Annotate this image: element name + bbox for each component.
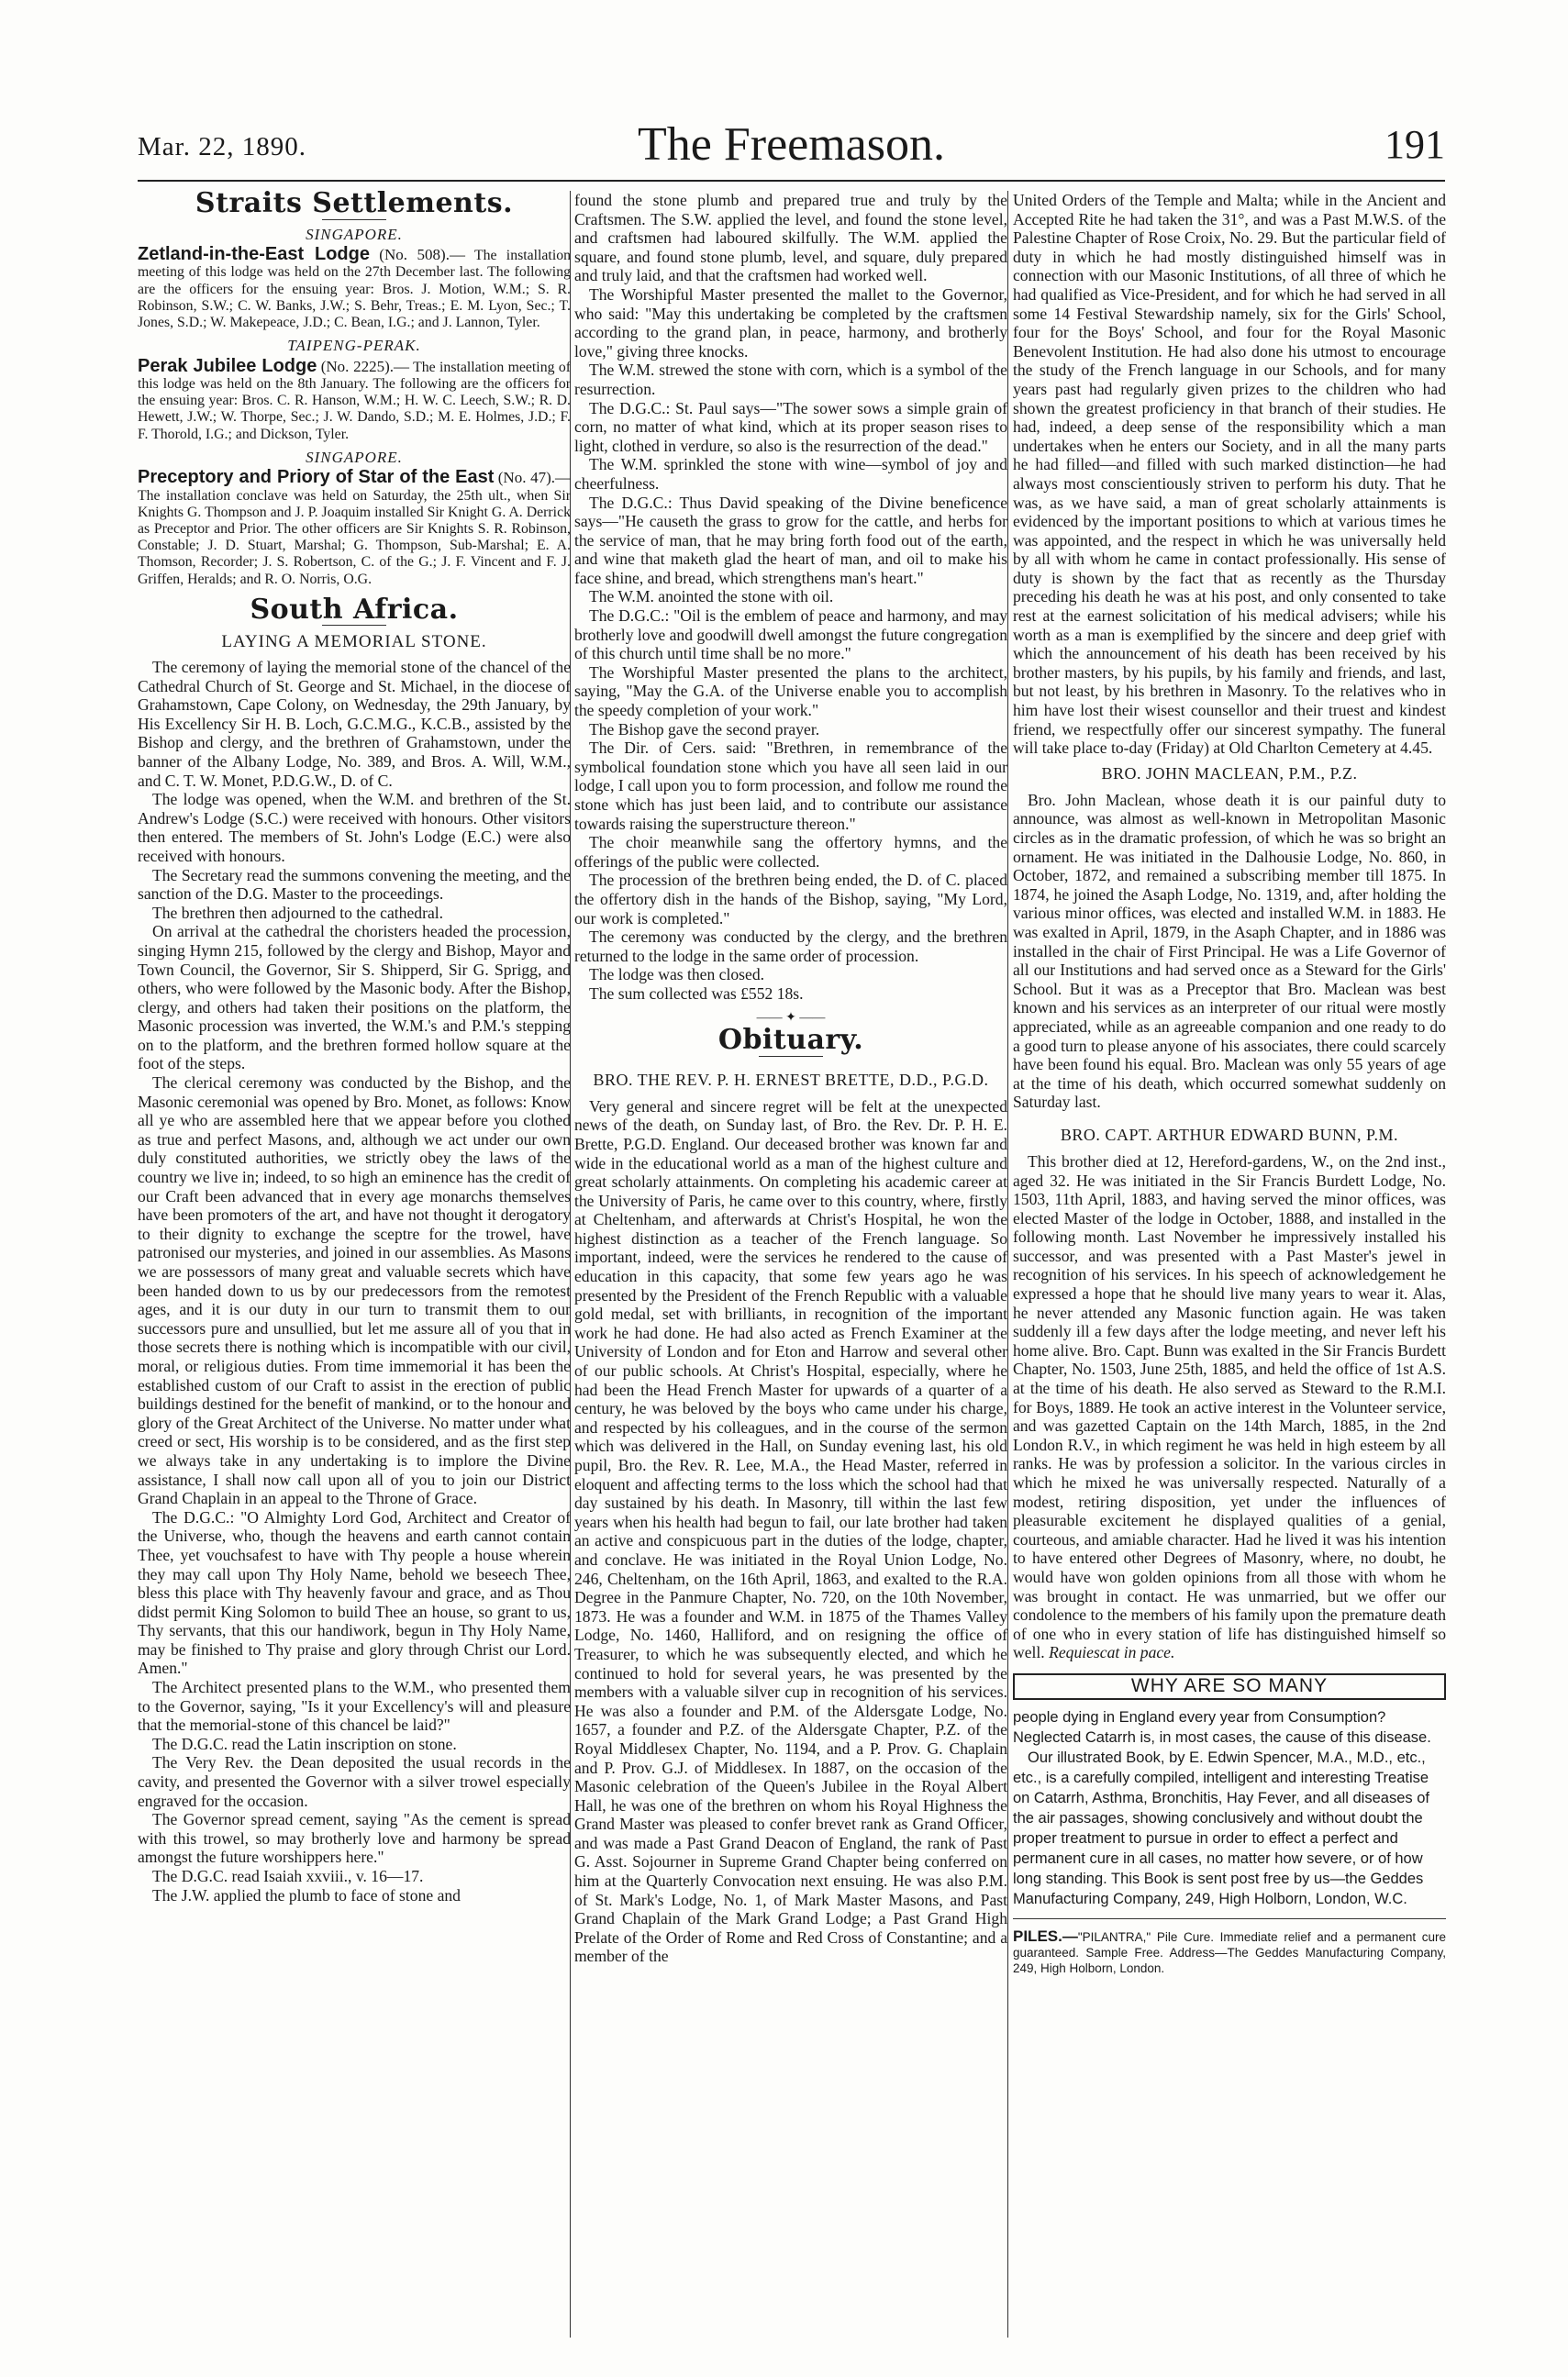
piles-advertisement <box>1013 1928 1446 1976</box>
lodge-number: (No. 2225).— <box>320 357 410 375</box>
paragraph: The Very Rev. the Dean deposited the usual records in the cavity, and presented the Governor with a silver trowel especially engraved for the occasion. <box>138 1753 571 1810</box>
report-text: The installation meeting of this lodge was held on the 8th January. The following are the officers for the ensuing year: Bros. C. R. Hanson, W.M.; H. W. C. Leech, S.W.; R. D. Hewett, J.W.; W. Thorpe, Sec.; J. W. Dando, S.D.; M. E. Holmes, J.D.; F. F. Thorold, I.G.; and Dickson, Tyler. <box>138 359 571 442</box>
page-number: 191 <box>1385 122 1445 167</box>
paragraph: The Worshipful Master presented the mallet to the Governor, who said: "May this undertaking be completed by the craftsmen according to the grand plan, in peace, harmony, and brotherly love," giving three knocks. <box>574 284 1007 361</box>
report-text: The installation meeting of this lodge was held on the 27th December last. The following are the officers for the ensuing year: Bros. J. Motion, W.M.; S. R. Robinson, S.W.; C. W. Banks, J.W.; S. Behr, Treas.; E. M. Lyon, Sec.; T. Jones, S.D.; W. Makepeace, J.D.; C. Bean, I.G.; and J. Lannon, Tyler. <box>138 248 571 330</box>
lodge-name: Preceptory and Priory of Star of the East <box>138 467 495 488</box>
report-text: The installation conclave was held on Saturday, the 25th ult., when Sir Knights G. Thompson and J. P. Joaquim installed Sir Knight G. A. Derrick as Preceptor and Prior. The other officers are Sir Knights S. R. Robinson, Constable; J. D. Stuart, Marshal; G. Thompson, Sub-Marshal; E. A. Thomson, Recorder; J. S. Robertson, C. of the G.; J. F. Vincent and F. J. Griffen, Heralds; and R. O. Norris, O.G. <box>138 487 571 587</box>
paragraph: found the stone plumb and prepared true and truly by the Craftsmen. The S.W. applied the level, and found the stone level, and craftsmen had laboured skilfully. The W.M. applied the square, and found stone plumb, level, and square, duly prepared and truly laid, and that the craftsmen had worked well. <box>574 191 1007 285</box>
obituary-text-continued: United Orders of the Temple and Malta; while in the Ancient and Accepted Rite he had taken the 31°, and was a Past M.W.S. of the Palestine Chapter of Rose Croix, No. 29. But the particular field of duty in which he had mostly distinguished himself was in connection with our Masonic Institutions, of all three of which he had qualified as Vice-President, and for which he had served in all some 14 Festival Stewardship namely, six for the Girls' School, four for the Boys' School, and four for the Royal Masonic Benevolent Institution. He had also done his utmost to encourage the study of the French language in our Schools, and for many years past had regularly given prizes to the children who had shown the greatest proficiency in that branch of their studies. He had, indeed, a deep sense of the responsibility which a man undertakes when he enters our Society, and in all the many parts he had filled—and filled with such marked distinction—he had always most conscientiously striven to perform his duty. That he was, as we have said, a man of great scholarly attainments is evidenced by the important positions to which at various times he was appointed, and the respect in which he was universally held by all with whom he came in contact professionally. His sense of duty is shown by the fact that as recently as the Thursday preceding his death he was at his post, and only consented to take rest at the earnest solicitation of his medical advisers; while his worth as a man is exemplified by the sincere and deep grief with which the announcement of his death has been received by his brother masters, by his pupils, by his family and friends, and last, but not least, by his brethren in Masonry. To the relatives who in him have lost their wisest counsellor and their truest and kindest friend, we respectfully offer our sincerest sympathy. The funeral will take place to-day (Friday) at Old Charlton Cemetery at 4.45. <box>1013 191 1446 758</box>
paragraph: The D.G.C. read the Latin inscription on stone. <box>152 1734 457 1753</box>
column-1 <box>138 191 571 2338</box>
paragraph: The lodge was opened, when the W.M. and brethren of the St. Andrew's Lodge (S.C.) were received with honours. Other visitors then entered. The members of St. John's Lodge (E.C.) were also received with honours. <box>138 790 571 865</box>
lodge-name: Zetland-in-the-East Lodge <box>138 244 370 265</box>
ad-paragraph: people dying in England every year from Consumption? Neglected Catarrh is, in most cases, the cause of this disease. <box>1013 1708 1431 1746</box>
section-heading-straits: Straits Settlements. <box>195 191 514 219</box>
obituary-title: BRO. CAPT. ARTHUR EDWARD BUNN, P.M. <box>1060 1125 1399 1144</box>
obituary-body: This brother died at 12, Hereford-gardens, W., on the 2nd inst., aged 32. He was initiated in the Sir Francis Burdett Lodge, No. 1503, 11th April, 1883, and having served the minor offices, was elected Master of the lodge in October, 1888, and installed in the following month. Last November he impressively installed his successor, and was presented with a Past Master's jewel in recognition of his services. In his speech of acknowledgement he expressed a hope that he should live many years to wear it. Alas, he never attended any Masonic function again. He was taken suddenly ill a few days after the lodge meeting, and never left his home alive. Bro. Capt. Bunn was exalted in the Sir Francis Burdett Chapter, No. 1503, June 25th, 1885, and held the office of 1st A.S. at the time of his death. He also served as Steward to the R.M.I. for Boys, 1889. He took an active interest in the Volunteer service, and was gazetted Captain on the 14th March, 1885, in the 2nd London R.V., in which regiment he was held in high esteem by all ranks. He was by profession a solicitor. In the various circles in which he mixed he was universally respected. Naturally of a modest, retiring disposition, yet under the influences of pleasurable excitement he displayed qualities of a genial, courteous, and amiable character. Had he lived it was his intention to have entered other Degrees of Masonry, where, no doubt, he would have won golden opinions from all those with whom he was brought in contact. He was unmarried, but we offer our condolence to the members of his family upon the premature death of one who in every station of life has distinguished himself so well. <box>1013 1151 1446 1662</box>
paragraph: The Secretary read the summons convening the meeting, and the sanction of the D.G. Master to the proceedings. <box>138 865 571 904</box>
paragraph: The J.W. applied the plumb to face of stone and <box>152 1885 461 1905</box>
article-subheading: LAYING A MEMORIAL STONE. <box>221 632 487 652</box>
paragraph: The Bishop gave the second prayer. <box>589 719 820 739</box>
obituary-closing: Requiescat in pace. <box>1049 1643 1175 1662</box>
paragraph: The Worshipful Master presented the plans to the architect, saying, "May the G.A. of the Universe enable you to accomplish the speedy completion of your work." <box>574 662 1007 720</box>
lodge-name: Perak Jubilee Lodge <box>138 355 317 376</box>
paragraph: The W.M. sprinkled the stone with wine—symbol of joy and cheerfulness. <box>574 455 1007 493</box>
section-heading-south-africa: South Africa. <box>250 593 459 626</box>
paragraph: The W.M. anointed the stone with oil. <box>589 587 834 606</box>
lodge-report <box>138 355 571 443</box>
masthead <box>138 117 1445 176</box>
paragraph: The Dir. of Cers. said: "Brethren, in remembrance of the symbolical foundation stone which you have all seen laid in our lodge, I call upon you to form procession, and follow me round the stone which has just been laid, and to contribute our assistance towards raising the superstructure thereon." <box>574 739 1007 833</box>
paragraph: The D.G.C.: "O Almighty Lord God, Architect and Creator of the Universe, who, though the heavens and earth cannot contain Thee, yet vouchsafest to have with Thy people a house wherein they may call upon Thy Holy Name, behold we beseech Thee, bless this place with Thy heavenly favour and grace, and as Thou didst permit King Solomon to build Thee an house, so grant to us, Thy servants, that this our handiwork, begun in Thy Holy Name, may be finished to Thy praise and glory through Christ our Lord. Amen." <box>138 1507 571 1678</box>
advertisement <box>1013 1707 1446 1909</box>
paragraph: The clerical ceremony was conducted by the Bishop, and the Masonic ceremonial was opened by Bro. Monet, as follows: Know all ye who are assembled here that we appear before you clothed as true and perfect Masons, and, although we act under our own duly constituted authorities, we strictly obey the laws of the country we live in; indeed, to so high an eminence has the credit of our Craft been advanced that in every age monarchs themselves have been promoters of the art, and have not thought it derogatory to their dignity to exchange the sceptre for the trowel, have patronised our mysteries, and joined in our assemblies. As Masons we are possessors of many great and valuable secrets which have been handed down to us by our predecessors from the remotest ages, and it is our duty in our turn to transmit them to our successors pure and unsullied, but let me assure all of you that in those secrets there is nothing which is incompatible with our civil, moral, or religious duties. From time immemorial it has been the established custom of our Craft to assist in the erection of public buildings destined for the benefit of mankind, or to the honour and glory of the Great Architect of the Universe. No matter under what creed or sect, His worship is to be considered, and as the first step we always take in any undertaking is to implore the Divine assistance, I shall now call upon all of you to join our District Grand Chaplain in an appeal to the Throne of Grace. <box>138 1073 571 1508</box>
paragraph: The Architect presented plans to the W.M., who presented them to the Governor, saying, "Is it your Excellency's will and pleasure that the memorial-stone of this chancel be laid?" <box>138 1678 571 1735</box>
advertisement-heading: WHY ARE SO MANY <box>1013 1673 1446 1700</box>
column-2 <box>574 191 1007 2338</box>
paragraph: The ceremony was conducted by the clergy, and the brethren returned to the lodge in the same order of procession. <box>574 927 1007 965</box>
paragraph: The choir meanwhile sang the offertory hymns, and the offerings of the public were collected. <box>574 833 1007 871</box>
obituary-title: BRO. JOHN MACLEAN, P.M., P.Z. <box>1101 763 1358 783</box>
lodge-report <box>138 246 571 331</box>
obituary-text <box>1013 1152 1446 1662</box>
issue-date: Mar. 22, 1890. <box>138 132 306 161</box>
paragraph: The lodge was then closed. <box>589 965 765 984</box>
paragraph: On arrival at the cathedral the choristers headed the procession, singing Hymn 215, followed by the clergy and Bishop, Mayor and Town Council, the Governor, Sir S. Shipperd, Sir G. Sprigg, and others, who were followed by the Masonic body. After the Bishop, clergy, and others had taken their positions on the platform, the Masonic procession was inverted, the W.M.'s and P.M.'s stepping on to the platform, and the brethren formed hollow square at the foot of the steps. <box>138 922 571 1073</box>
paragraph: The procession of the brethren being ended, the D. of C. placed the offertory dish in the hands of the Bishop, saying, "My Lord, our work is completed." <box>574 871 1007 927</box>
divider <box>1013 1918 1446 1919</box>
paragraph: The W.M. strewed the stone with corn, which is a symbol of the resurrection. <box>574 361 1007 398</box>
place-heading: SINGAPORE. <box>306 225 403 243</box>
paragraph: The D.G.C.: "Oil is the emblem of peace and harmony, and may brotherly love and goodwill dwell amongst the future congregation of this church until time shall be no more." <box>574 606 1007 663</box>
paragraph: The D.G.C.: St. Paul says—"The sower sows a simple grain of corn, no matter of what kind, which at its proper season rises to light, clothed in verdure, so also is the resurrection of the dead." <box>574 398 1007 455</box>
section-heading-obituary: Obituary. <box>717 1024 864 1057</box>
newspaper-title: The Freemason. <box>637 118 945 171</box>
lodge-number: (No. 47).— <box>497 469 571 487</box>
ad-paragraph: Our illustrated Book, by E. Edwin Spencer, M.A., M.D., etc., etc., is a carefully compiled, intelligent and interesting Treatise on Catarrh, Asthma, Bronchitis, Hay Fever, and all diseases of the air passages, showing conclusively and without doubt the proper treatment to pursue in order to effect a perfect and permanent cure in all cases, no matter how severe, or of how long standing. This Book is sent post free by us—the Geddes Manufacturing Company, 249, High Holborn, London, W.C. <box>1013 1749 1429 1907</box>
paragraph: The Governor spread cement, saying "As the cement is spread with this trowel, so may brotherly love and harmony be spread amongst the future worshippers here." <box>138 1810 571 1867</box>
paragraph: The D.G.C.: Thus David speaking of the Divine beneficence says—"He causeth the grass to grow for the cattle, and herbs for the service of man, that he may bring forth food out of the earth, and wine that maketh glad the heart of man, and oil to make his face shine, and bread, which strengthens man's heart." <box>574 493 1007 587</box>
piles-label: PILES.— <box>1013 1927 1078 1945</box>
obituary-text: Bro. John Maclean, whose death it is our painful duty to announce, was almost as well-known in Metropolitan Masonic circles as in the dramatic profession, of which he was so bright an ornament. He was initiated in the Dalhousie Lodge, No. 860, in October, 1872, and remained a subscribing member till 1875. In 1874, he joined the Asaph Lodge, No. 1319, and, after holding the various minor offices, was elected and installed W.M. in 1883. He was exalted in April, 1879, in the Asaph Chapter, and in 1886 was installed in the chair of First Principal. He was a Life Governor of all our Institutions and had served once as a Steward for the Girls' School. But it was as a Preceptor that Bro. Maclean was best known and his services as an interpreter of our ritual were mostly appreciated, while as an agreeable companion and one ready to do a good turn to please anyone of his associates, there could scarcely have been found his equal. Bro. Maclean was only 55 years of age at the time of his death, which occurred somewhat suddenly on Saturday last. <box>1013 790 1446 1112</box>
piles-text: "PILANTRA," Pile Cure. Immediate relief and a permanent cure guaranteed. Sample Free. Address—The Geddes Manufacturing Company, 249, High Holborn, London. <box>1013 1929 1446 1975</box>
column-divider <box>1007 191 1008 2338</box>
paragraph: The brethren then adjourned to the cathedral. <box>152 903 444 922</box>
header-rule <box>138 180 1445 182</box>
place-heading: SINGAPORE. <box>306 448 403 466</box>
obituary-title: BRO. THE REV. P. H. ERNEST BRETTE, D.D., P.G.D. <box>593 1070 989 1089</box>
article-body <box>138 658 571 1905</box>
lodge-number: (No. 508).— <box>379 246 465 264</box>
column-3 <box>1013 191 1446 2338</box>
obituary-text: Very general and sincere regret will be felt at the unexpected news of the death, on Sunday last, of Bro. the Rev. Dr. P. H. E. Brette, P.G.D. England. Our deceased brother was known far and wide in the educational world as a man of the highest culture and great scholarly attainments. On completing his academic career at the University of Paris, he came over to this country, where, firstly at Cheltenham, and afterwards at Christ's Hospital, he won the highest distinction as a teacher of the French language. So important, indeed, were the services he rendered to the cause of education in this capacity, that some few years ago he was presented by the President of the French Republic with a valuable gold medal, set with brilliants, in recognition of the important work he had done. He had also acted as French Examiner at the University of London and for Eton and Harrow and several other of our public schools. At Christ's Hospital, especially, where he had been the Head French Master for upwards of a quarter of a century, he was beloved by the boys who came under his charge, and respected by his colleagues, and in the course of the sermon which was delivered in the Hall, on Sunday evening last, his old pupil, Bro. the Rev. R. Lee, M.A., the Head Master, referred in eloquent and affecting terms to the loss which the school had that day sustained by his death. In Masonry, till within the last few years when his health had begun to fail, our late brother had taken an active and conspicuous part in the duties of the lodge, chapter, and conclave. He was initiated in the Royal Union Lodge, No. 246, Cheltenham, on the 16th April, 1863, and exalted to the R.A. Degree in the Panmure Chapter, No. 720, on the 10th November, 1873. He was a founder and W.M. in 1875 of the Thames Valley Lodge, No. 1460, Halliford, and on resigning the office of Treasurer, to which he was subsequently elected, and which he continued to hold for several years, he was presented by the members with a valuable silver cup in recognition of his services. He was also a founder and P.M. of the Aldersgate Lodge, No. 1657, a founder and P.Z. of the Aldersgate Chapter, P.Z. of the Royal Middlesex Chapter, No. 1194, and a P. Prov. G. Chaplain and P. Prov. G.J. of Middlesex. In 1887, on the occasion of the Masonic celebration of the Queen's Jubilee in the Royal Albert Hall, he was one of the brethren on whom his Royal Highness the Grand Master was pleased to confer brevet rank as Grand Officer, and was made a Past Grand Deacon of England, the rank of Past G. Asst. Sojourner in Supreme Grand Chapter being conferred on him at the Quarterly Convocation next ensuing. He was also P.M. of St. Mark's Lodge, No. 1, of Mark Master Masons, and Past Grand Chaplain of the Mark Grand Lodge; a Past Grand High Prelate of the Order of Rome and Red Cross of Constantine; and a member of the <box>574 1096 1007 1966</box>
lodge-report <box>138 469 571 587</box>
paragraph: The ceremony of laying the memorial stone of the chancel of the Cathedral Church of St. George and St. Michael, in the diocese of Grahamstown, Cape Colony, on Wednesday, the 29th January, by His Excellency Sir H. B. Loch, G.C.M.G., K.C.B., assisted by the Bishop and clergy, and the brethren of Grahamstown, under the banner of the Albany Lodge, No. 389, and Bros. A. Will, W.M., and C. T. W. Monet, P.D.G.W., D. of C. <box>138 658 571 790</box>
article-body <box>574 191 1007 1004</box>
ornament-divider: —— ✦ —— <box>756 1010 826 1025</box>
paragraph: The sum collected was £552 18s. <box>589 983 804 1003</box>
place-heading: TAIPENG-PERAK. <box>287 337 421 355</box>
paragraph: The D.G.C. read Isaiah xxviii., v. 16—17. <box>152 1867 424 1886</box>
